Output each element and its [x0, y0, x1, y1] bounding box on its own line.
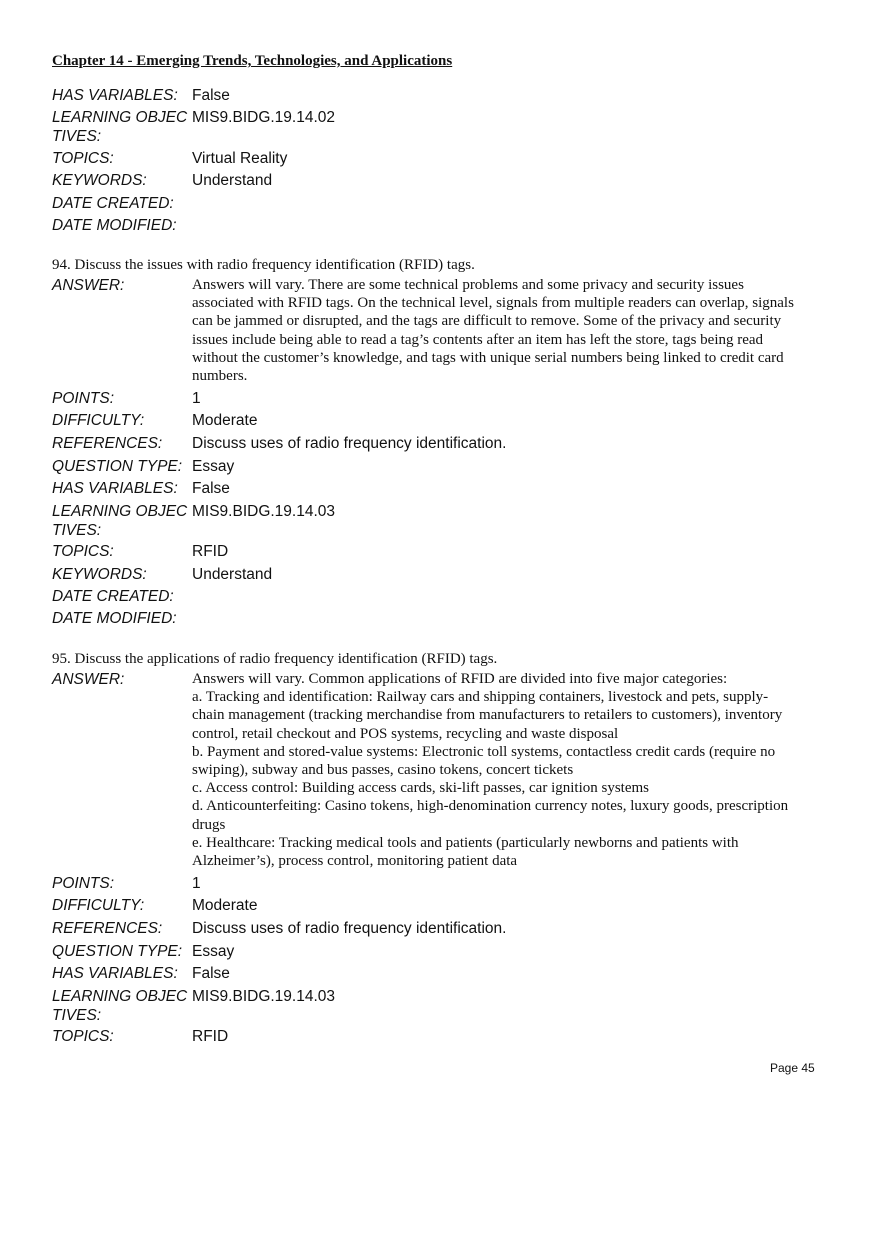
question-94-text: 94. Discuss the issues with radio frequency identification (RFID) tags.: [52, 257, 475, 273]
label-has-variables: HAS VARIABLES:: [52, 87, 178, 104]
value-learning-objectives: MIS9.BIDG.19.14.02: [192, 109, 336, 126]
label-topics: TOPICS:: [52, 150, 114, 167]
label-learning-objectives: LEARNING OBJEC TIVES:: [52, 109, 188, 145]
q94-answer-text: Answers will vary. There are some technical problems and some privacy and security issues associated with RFID tags. On the technical level, signals from multiple readers can overlap, signals can be jammed or disrupted, and the tags are difficult to remove. Some of the privacy and security issues include being able to read a tag’s contents after an item has left the store, tags being read without the customer’s knowledge, and tags with unique serial numbers being linked to credit card numbers.: [192, 277, 794, 385]
label-keywords: KEYWORDS:: [52, 172, 147, 189]
value-topics: Virtual Reality: [192, 150, 288, 167]
page-number: Page 45: [770, 1061, 815, 1075]
label-date-modified: DATE MODIFIED:: [52, 217, 177, 234]
value-has-variables: False: [192, 87, 230, 104]
q95-answer-text: Answers will vary. Common applications of RFID are divided into five major categories: a. Tracking and identification: Railway cars and shipping containers, livestock and pets, supply- chain management (tracking merchandise from manufacturers to retailers to customers), inventory control, retail checkout and POS systems, recycling and waste disposal b. Payment and stored-value systems: Electronic toll systems, contactless credit cards (require no swiping), subway and bus passes, casino tokens, concert tickets c. Access control: Building access cards, ski-lift passes, car ignition systems d. Anticounterfeiting: Casino tokens, high-denomination currency notes, luxury goods, prescription drugs e. Healthcare: Tracking medical tools and patients (particularly newborns and patients with Alzheimer’s), process control, monitoring patient data: [192, 671, 789, 870]
label-answer: ANSWER:: [52, 671, 125, 688]
chapter-title: Chapter 14 - Emerging Trends, Technologies, and Applications: [52, 53, 453, 69]
label-answer: ANSWER:: [52, 277, 125, 294]
question-95-text: 95. Discuss the applications of radio frequency identification (RFID) tags.: [52, 651, 498, 667]
label-date-created: DATE CREATED:: [52, 195, 174, 212]
value-keywords: Understand: [192, 172, 273, 189]
